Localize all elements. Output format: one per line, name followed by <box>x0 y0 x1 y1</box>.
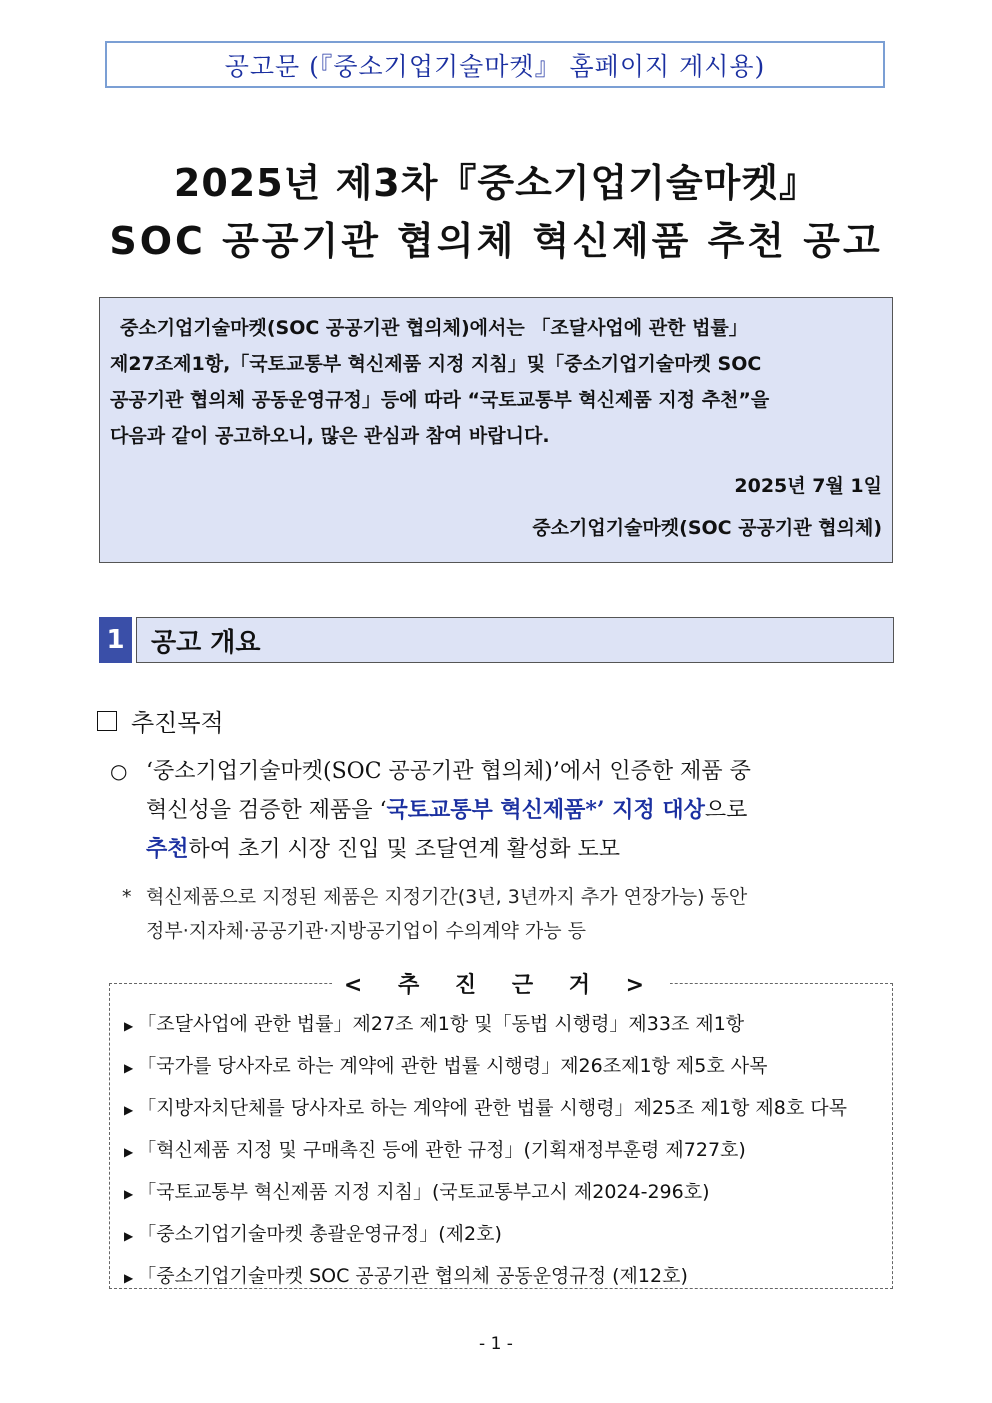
purpose-line: ‘중소기업기술마켓(SOC 공공기관 협의체)’에서 인증한 제품 중 <box>146 759 751 784</box>
purpose-highlight: 추천 <box>146 836 189 862</box>
triangle-bullet-icon: ▶ <box>124 1187 134 1201</box>
triangle-bullet-icon: ▶ <box>124 1103 134 1117</box>
circle-bullet-icon: ○ <box>110 759 128 783</box>
asterisk-marker: * <box>122 886 132 908</box>
intro-line: 공공기관 협의체 공동운영규정」등에 따라 “국토교통부 혁신제품 지정 추천”을 <box>110 389 770 411</box>
purpose-highlight: 국토교통부 혁신제품*’ 지정 대상 <box>386 797 705 823</box>
legal-basis-item: ▶ 「국토교통부 혁신제품 지정 지침」(국토교통부고시 제2024-296호) <box>124 1181 710 1203</box>
intro-line: 다음과 같이 공고하오니, 많은 관심과 참여 바랍니다. <box>110 425 550 447</box>
intro-paragraph <box>110 310 882 454</box>
legal-basis-item: ▶ 「조달사업에 관한 법률」제27조 제1항 및「동법 시행령」제33조 제1항 <box>124 1013 745 1035</box>
footnote <box>122 880 898 948</box>
triangle-bullet-icon: ▶ <box>124 1229 134 1243</box>
purpose-line <box>146 830 900 869</box>
page-number: - 1 - <box>479 1334 513 1354</box>
purpose-bullet <box>110 752 900 869</box>
section-title-text: 공고 개요 <box>151 627 261 658</box>
subhead-purpose <box>97 703 224 738</box>
intro-line: 중소기업기술마켓(SOC 공공기관 협의체)에서는 「조달사업에 관한 법률」 <box>120 317 748 339</box>
legal-basis-title <box>110 968 892 999</box>
triangle-bullet-icon: ▶ <box>124 1061 134 1075</box>
footnote-line: 정부·지자체·공공기관·지방공기업이 수의계약 가능 등 <box>146 920 587 942</box>
document-title-line1: 2025년 제3차『중소기업기술마켓』 <box>173 161 819 205</box>
notice-header-box <box>105 41 885 88</box>
purpose-text: 혁신성을 검증한 제품을 ‘ <box>146 798 387 823</box>
legal-basis-item: ▶ 「지방자치단체를 당사자로 하는 계약에 관한 법률 시행령」제25조 제1항 제8호 다목 <box>124 1097 847 1119</box>
triangle-bullet-icon: ▶ <box>124 1019 134 1033</box>
legal-basis-title-text: < 추 진 근 거 > <box>332 973 670 998</box>
notice-header-text: 공고문 (『중소기업기술마켓』 홈페이지 게시용) <box>224 51 766 81</box>
purpose-text: 으로 <box>704 798 748 823</box>
legal-basis-item: ▶ 「국가를 당사자로 하는 계약에 관한 법률 시행령」제26조제1항 제5호 사목 <box>124 1055 768 1077</box>
legal-basis-item: ▶ 「혁신제품 지정 및 구매촉진 등에 관한 규정」(기획재정부훈령 제727호) <box>124 1139 746 1161</box>
legal-basis-list <box>124 1004 847 1298</box>
triangle-bullet-icon: ▶ <box>124 1145 134 1159</box>
document-title-line2: SOC 공공기관 협의체 혁신제품 추천 공고 <box>109 219 883 263</box>
legal-basis-item: ▶ 「중소기업기술마켓 총괄운영규정」(제2호) <box>124 1223 502 1245</box>
legal-basis-box <box>109 973 893 1289</box>
subhead-text: 추진목적 <box>131 709 224 737</box>
section-title <box>136 617 894 663</box>
intro-organization: 중소기업기술마켓(SOC 공공기관 협의체) <box>532 517 882 539</box>
intro-line: 제27조제1항,「국토교통부 혁신제품 지정 지침」및「중소기업기술마켓 SOC <box>110 353 762 375</box>
legal-basis-item: ▶ 「중소기업기술마켓 SOC 공공기관 협의체 공동운영규정 (제12호) <box>124 1265 688 1287</box>
section-number-badge: 1 <box>99 617 132 663</box>
purpose-text: 하여 초기 시장 진입 및 조달연계 활성화 도모 <box>188 837 621 862</box>
triangle-bullet-icon: ▶ <box>124 1271 134 1285</box>
square-bullet-icon <box>97 711 117 731</box>
intro-date: 2025년 7월 1일 <box>734 475 882 497</box>
footnote-line: 혁신제품으로 지정된 제품은 지정기간(3년, 3년까지 추가 연장가능) 동안 <box>146 886 748 908</box>
intro-box <box>99 297 893 563</box>
purpose-line <box>146 791 900 830</box>
